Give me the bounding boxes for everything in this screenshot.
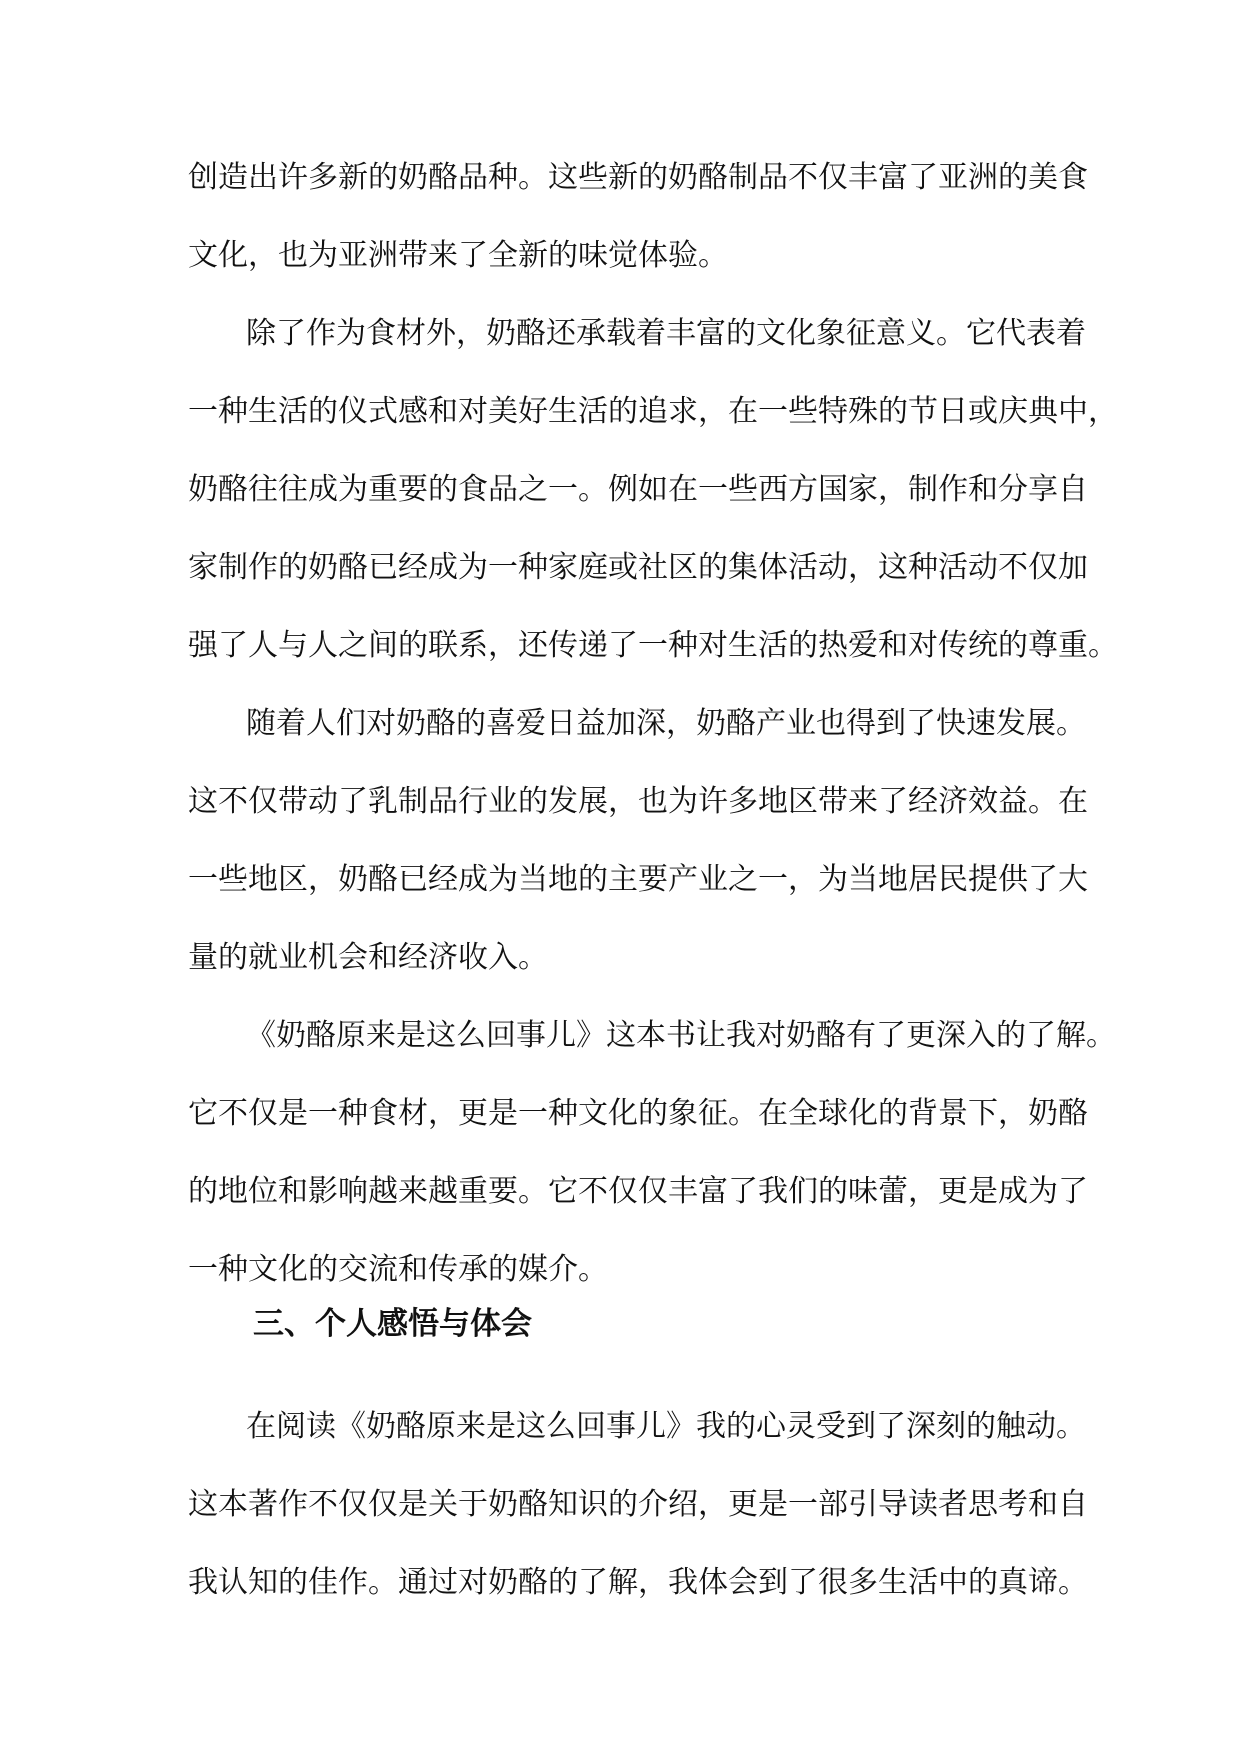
paragraph-line: 量的就业机会和经济收入。 [188,940,548,975]
section-heading: 三、个人感悟与体会 [253,1306,532,1342]
paragraph-line: 随着人们对奶酪的喜爱日益加深，奶酪产业也得到了快速发展。 [246,706,1086,741]
paragraph-line: 这本著作不仅仅是关于奶酪知识的介绍，更是一部引导读者思考和自 [188,1487,1088,1522]
paragraph-line: 的地位和影响越来越重要。它不仅仅丰富了我们的味蕾，更是成为了 [188,1174,1088,1209]
paragraph-line: 一种文化的交流和传承的媒介。 [188,1252,608,1287]
paragraph-line: 强了人与人之间的联系，还传递了一种对生活的热爱和对传统的尊重。 [188,628,1118,663]
paragraph-line: 除了作为食材外，奶酪还承载着丰富的文化象征意义。它代表着 [246,316,1086,351]
body-text-section-after-heading [188,1388,1088,1622]
paragraph-line: 在阅读《奶酪原来是这么回事儿》我的心灵受到了深刻的触动。 [246,1409,1086,1444]
paragraph-line: 我认知的佳作。通过对奶酪的了解，我体会到了很多生活中的真谛。 [188,1565,1088,1600]
paragraph-line: 这不仅带动了乳制品行业的发展，也为许多地区带来了经济效益。在 [188,784,1088,819]
paragraph-line: 文化，也为亚洲带来了全新的味觉体验。 [188,238,728,273]
paragraph-line: 它不仅是一种食材，更是一种文化的象征。在全球化的背景下，奶酪 [188,1096,1088,1131]
paragraph-line: 奶酪往往成为重要的食品之一。例如在一些西方国家，制作和分享自 [188,472,1088,507]
paragraph-line: 创造出许多新的奶酪品种。这些新的奶酪制品不仅丰富了亚洲的美食 [188,160,1088,195]
paragraph-line: 一些地区，奶酪已经成为当地的主要产业之一，为当地居民提供了大 [188,862,1088,897]
body-text-section [188,139,1118,1309]
paragraph-line: 《奶酪原来是这么回事儿》这本书让我对奶酪有了更深入的了解。 [246,1018,1116,1053]
paragraph-line: 一种生活的仪式感和对美好生活的追求，在一些特殊的节日或庆典中， [188,394,1118,429]
paragraph-line: 家制作的奶酪已经成为一种家庭或社区的集体活动，这种活动不仅加 [188,550,1088,585]
